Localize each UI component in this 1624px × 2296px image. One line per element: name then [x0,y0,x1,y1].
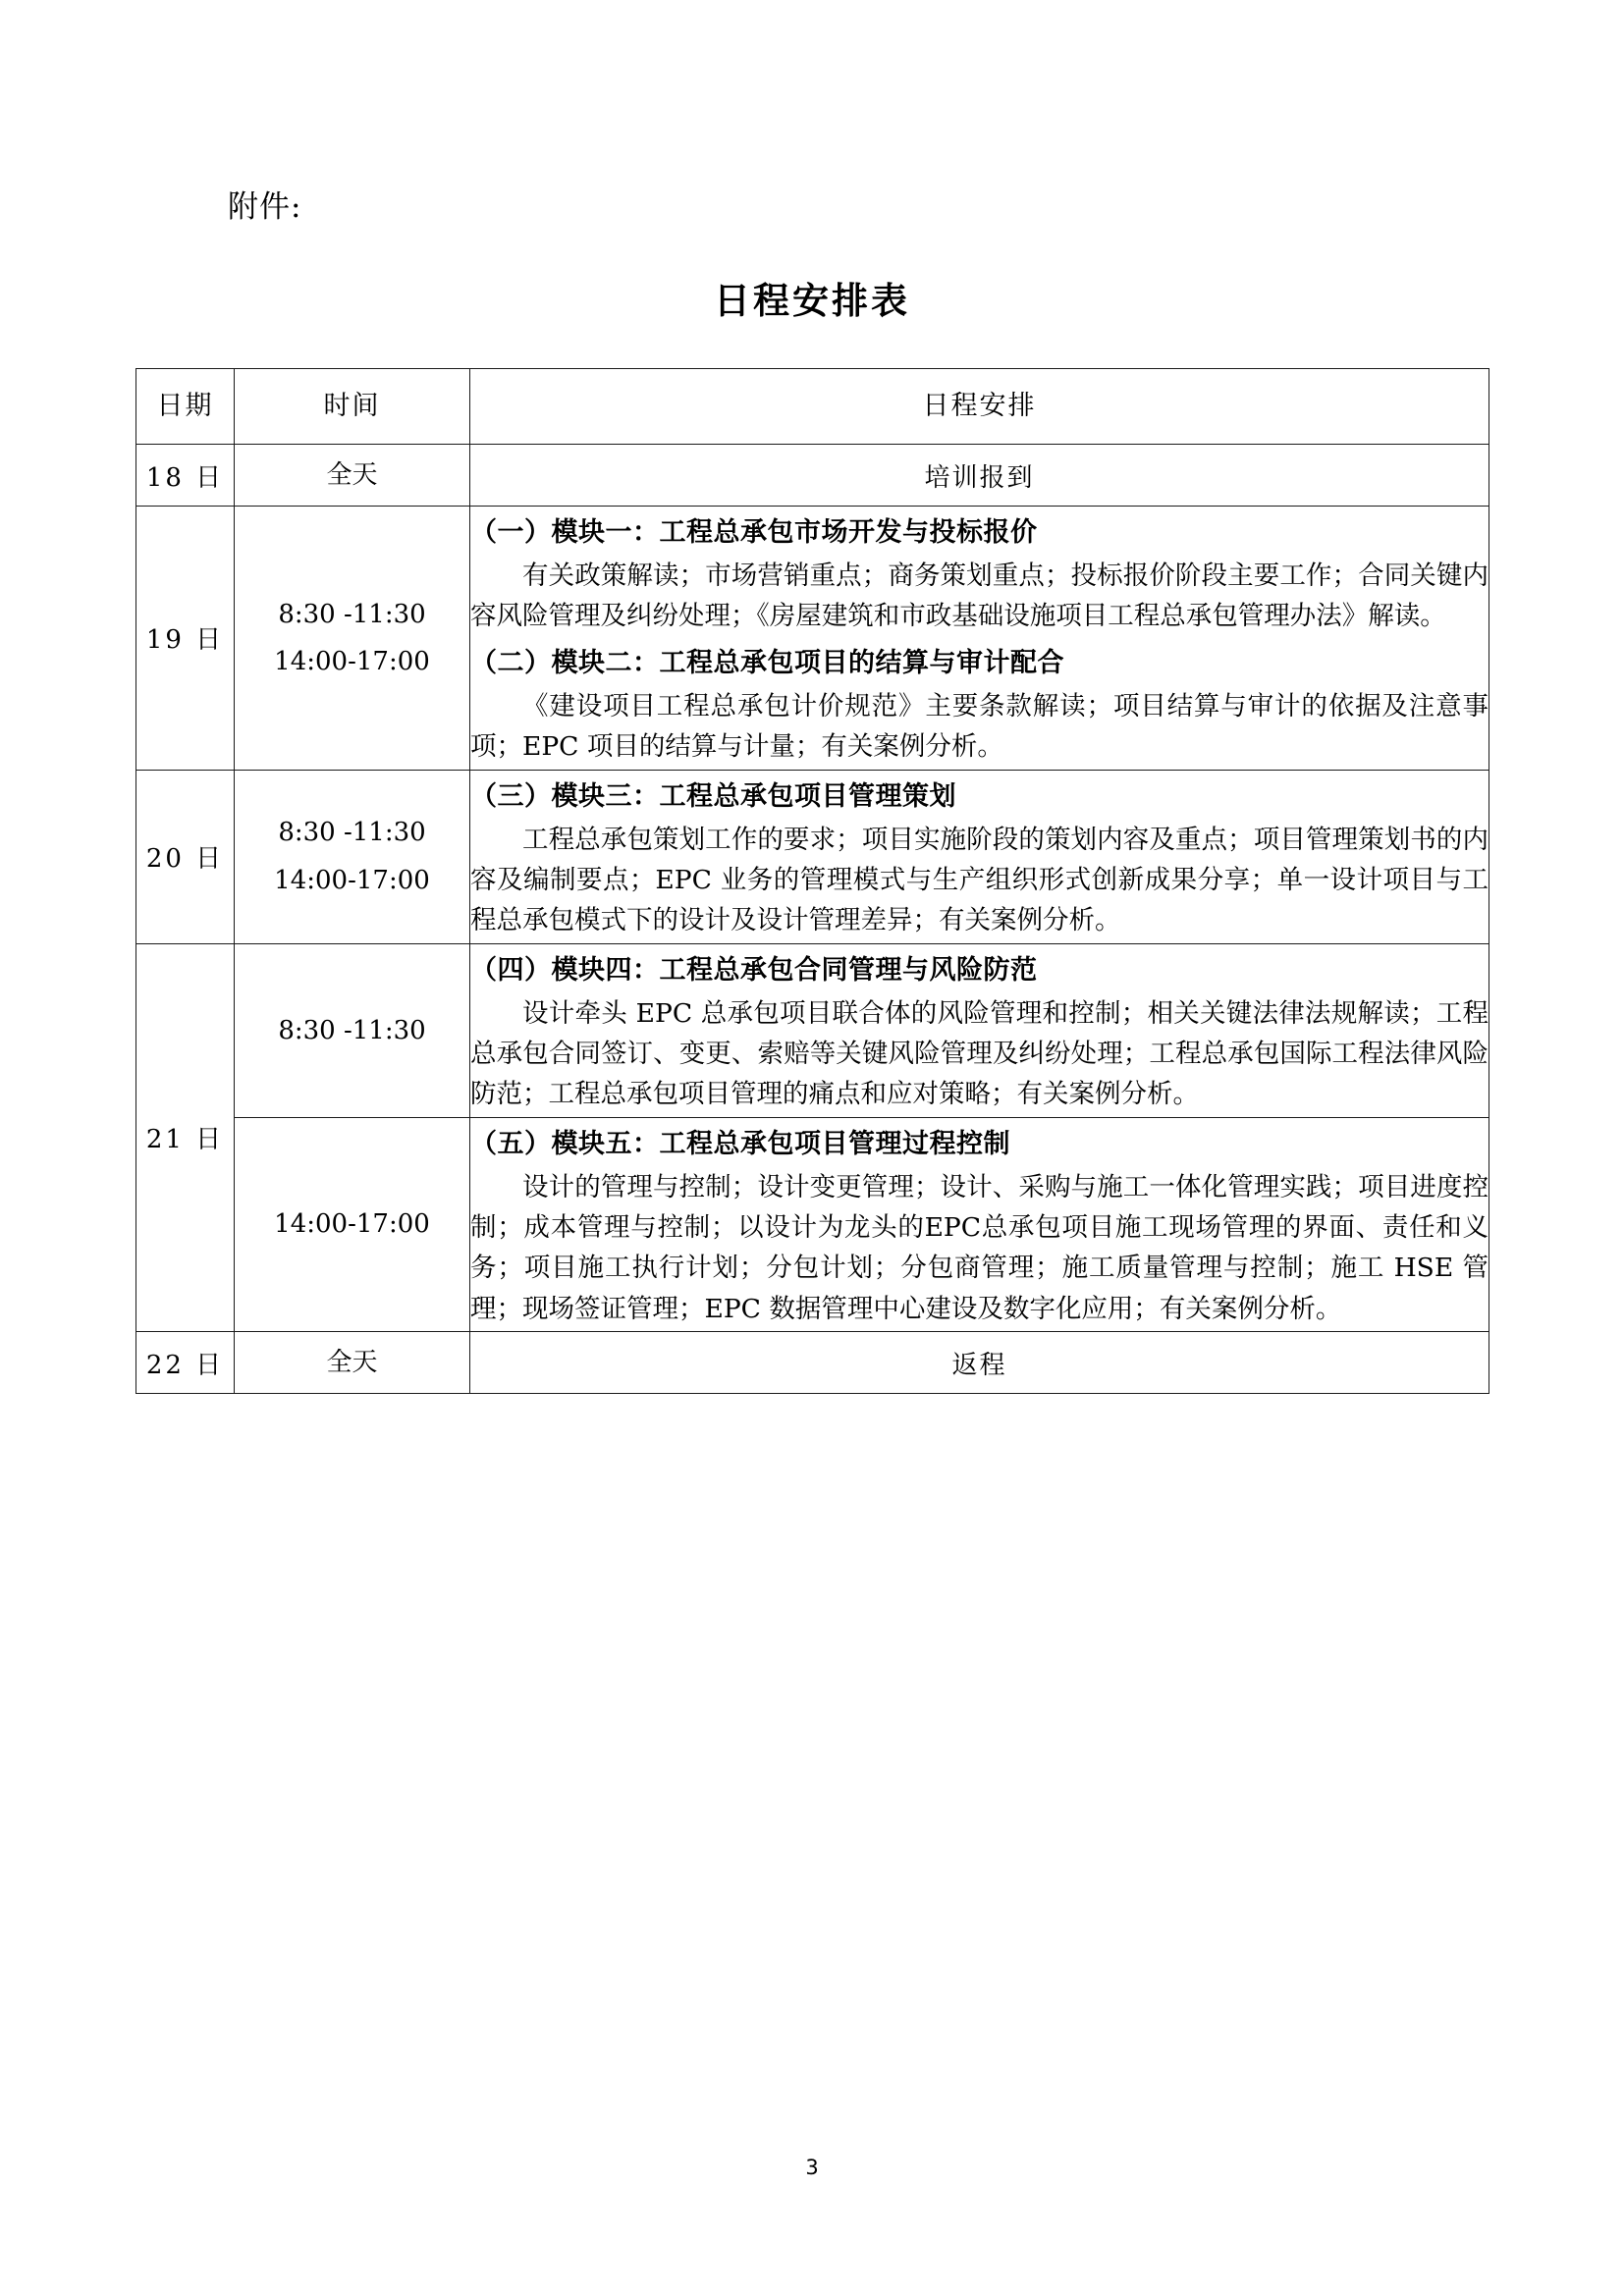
cell-schedule-day20 [470,770,1489,943]
header-schedule: 日程安排 [470,369,1489,445]
cell-time-day20 [235,770,470,943]
cell-date-day18: 18 日 [136,445,235,507]
cell-schedule-day22: 返程 [470,1332,1489,1394]
time-line-afternoon: 14:00-17:00 [274,646,430,676]
table-row-day19 [136,507,1489,771]
cell-time-day19 [235,507,470,771]
cell-schedule-day21-afternoon [470,1117,1489,1331]
module-1-title: （一）模块一：工程总承包市场开发与投标报价 [470,517,1038,548]
table-row-day18 [136,445,1489,507]
time-line-afternoon: 14:00-17:00 [274,865,430,895]
schedule-table-container [135,368,1489,1394]
module-4-body: 设计牵头 EPC 总承包项目联合体的风险管理和控制；相关关键法律法规解读；工程总承包合同签订、变更、索赔等关键风险管理及纠纷处理；工程总承包国际工程法律风险防范；工程总承包项目管理的痛点和应对策略；有关案例分析。 [470,997,1489,1110]
module-4-title: （四）模块四：工程总承包合同管理与风险防范 [470,954,1038,986]
table-header-row [136,369,1489,445]
module-1-body: 有关政策解读；市场营销重点；商务策划重点；投标报价阶段主要工作；合同关键内容风险管理及纠纷处理；《房屋建筑和市政基础设施项目工程总承包管理办法》解读。 [470,561,1489,632]
cell-time-day21-afternoon: 14:00-17:00 [235,1117,470,1331]
table-row-day22 [136,1332,1489,1394]
schedule-table [135,368,1489,1394]
header-date: 日期 [136,369,235,445]
module-5-title: （五）模块五：工程总承包项目管理过程控制 [470,1128,1010,1159]
cell-date-day20: 20 日 [136,770,235,943]
page-title: 日程安排表 [714,279,910,322]
module-2-body: 《建设项目工程总承包计价规范》主要条款解读；项目结算与审计的依据及注意事项；EPC 项目的结算与计量；有关案例分析。 [470,690,1489,763]
time-line-morning: 8:30 -11:30 [278,818,426,848]
module-2-title: （二）模块二：工程总承包项目的结算与审计配合 [470,647,1064,678]
module-3-body: 工程总承包策划工作的要求；项目实施阶段的策划内容及重点；项目管理策划书的内容及编制要点；EPC 业务的管理模式与生产组织形式创新成果分享；单一设计项目与工程总承包模式下的设计及设计管理差异；有关案例分析。 [470,824,1489,936]
time-line-morning: 8:30 -11:30 [278,599,426,629]
cell-date-day22: 22 日 [136,1332,235,1394]
cell-date-day19: 19 日 [136,507,235,771]
cell-schedule-day19 [470,507,1489,771]
page-number: 3 [805,2156,819,2179]
module-3-title: （三）模块三：工程总承包项目管理策划 [470,780,956,812]
cell-time-day21-morning: 8:30 -11:30 [235,943,470,1117]
module-5-body: 设计的管理与控制；设计变更管理；设计、采购与施工一体化管理实践；项目进度控制；成本管理与控制；以设计为龙头的EPC总承包项目施工现场管理的界面、责任和义务；项目施工执行计划；分包计划；分包商管理；施工质量管理与控制；施工 HSE 管理；现场签证管理；EPC 数据管理中心建设及数字化应用；有关案例分析。 [470,1171,1489,1324]
cell-time-day22: 全天 [235,1332,470,1394]
header-time: 时间 [235,369,470,445]
cell-date-day21: 21 日 [136,943,235,1332]
table-row-day21-afternoon [136,1117,1489,1331]
cell-time-day18: 全天 [235,445,470,507]
table-row-day21-morning [136,943,1489,1117]
table-row-day20 [136,770,1489,943]
cell-schedule-day18: 培训报到 [470,445,1489,507]
cell-schedule-day21-morning [470,943,1489,1117]
attachment-label: 附件: [228,189,302,225]
